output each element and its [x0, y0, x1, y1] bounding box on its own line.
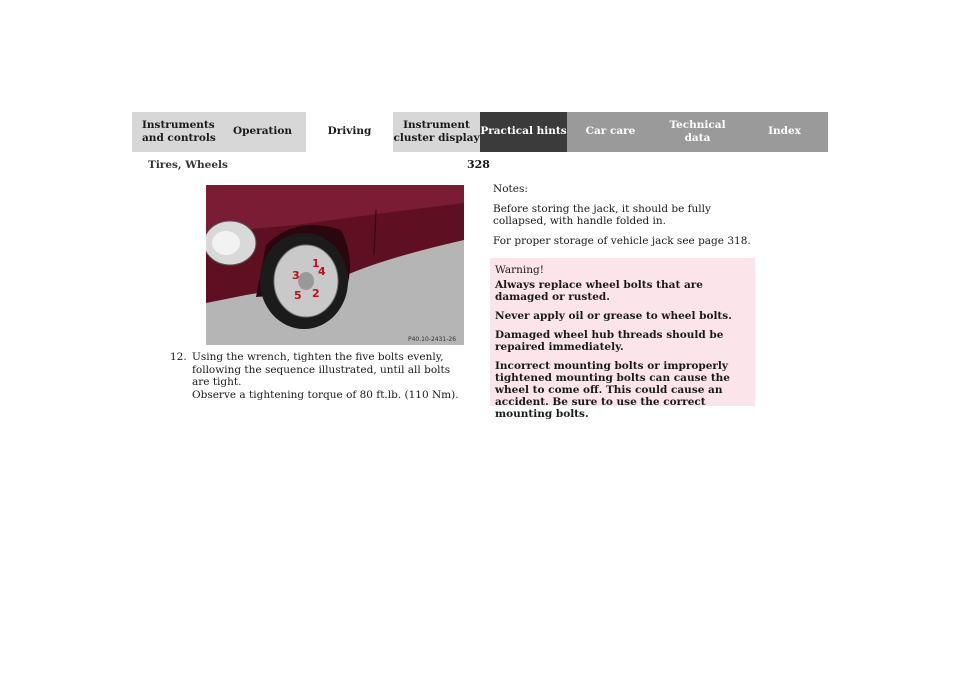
figure-code: P40.10-2431-26 [408, 336, 457, 343]
notes-section [493, 183, 765, 254]
section-tabs [132, 112, 828, 152]
tab-technical-data[interactable]: Technical data [654, 112, 741, 152]
warning-item-correct-bolts: Incorrect mounting bolts or improperly tightened mounting bolts can cause the wheel to come off. This could cause an accident. Be sure to use the correct mounting bolts. [495, 360, 730, 420]
bolt-label-2: 2 [312, 287, 320, 300]
step-12 [170, 351, 470, 401]
bolt-label-5: 5 [294, 289, 302, 302]
tab-index[interactable]: Index [741, 112, 828, 152]
warning-box [490, 258, 755, 420]
notes-heading: Notes: [493, 183, 528, 195]
illustration-svg [206, 185, 464, 345]
step-body [192, 351, 470, 401]
notes-item-page-reference: For proper storage of vehicle jack see page 318. [493, 234, 751, 247]
bolt-label-4: 4 [318, 265, 326, 278]
warning-item-hub-threads: Damaged wheel hub threads should be repaired immediately. [495, 329, 724, 353]
warning-item-no-oil: Never apply oil or grease to wheel bolts. [495, 310, 732, 322]
step-number: 12. [170, 351, 187, 363]
step-text: Using the wrench, tighten the five bolts evenly, following the sequence illustrated, until all bolts are tight. [192, 351, 451, 388]
tab-driving[interactable]: Driving [306, 112, 393, 152]
wheel-bolt-sequence-illustration [206, 185, 464, 345]
section-title: Tires, Wheels [148, 159, 228, 171]
page-number: 328 [467, 158, 490, 171]
warning-item-replace-bolts: Always replace wheel bolts that are damaged or rusted. [495, 279, 703, 303]
headlight-lens [212, 231, 240, 255]
step-torque: Observe a tightening torque of 80 ft.lb. (110 Nm). [192, 388, 459, 401]
tab-operation[interactable]: Operation [219, 112, 306, 152]
tab-instrument-cluster-display[interactable]: Instrument cluster display [393, 112, 480, 152]
bolt-label-3: 3 [292, 269, 300, 282]
tab-car-care[interactable]: Car care [567, 112, 654, 152]
bolt-label-1: 1 [312, 257, 320, 270]
tab-practical-hints[interactable]: Practical hints [480, 112, 567, 152]
warning-title: Warning! [495, 264, 544, 276]
notes-item-jack-storage: Before storing the jack, it should be fully collapsed, with handle folded in. [493, 202, 711, 227]
tab-instruments-and-controls[interactable]: Instruments and controls [132, 112, 219, 152]
